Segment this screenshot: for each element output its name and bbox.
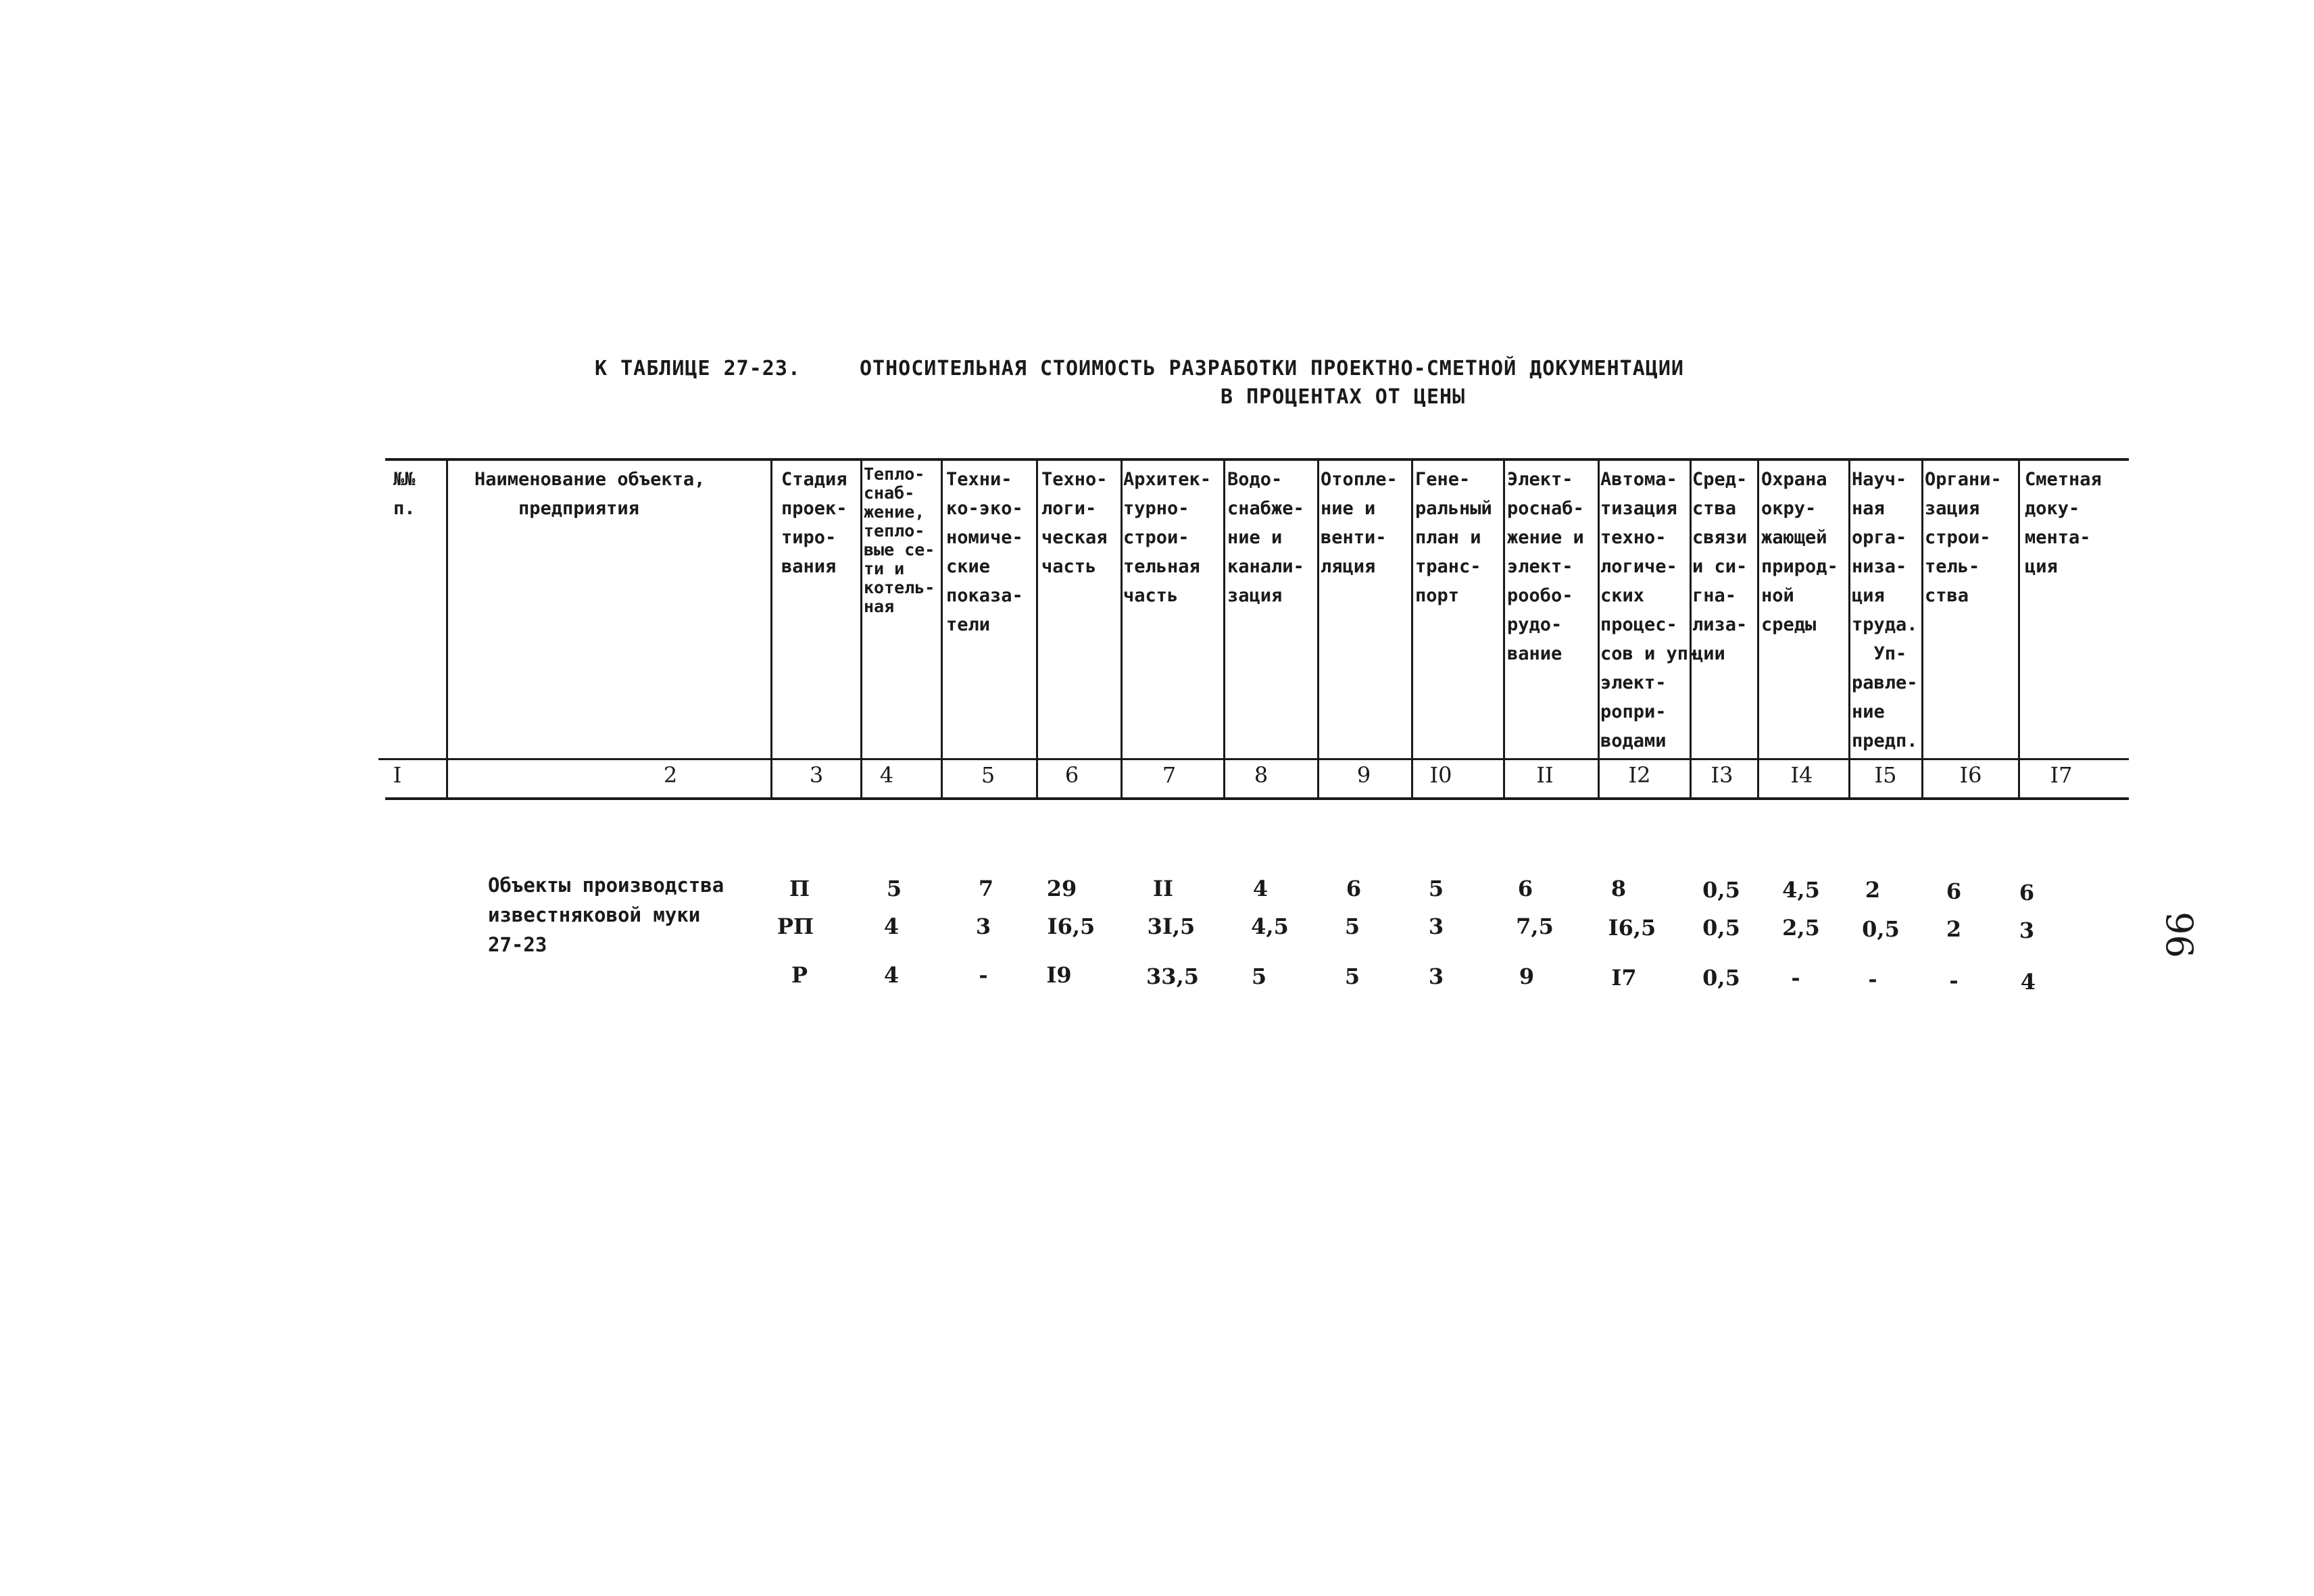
header-cell-design-stage: Стадия проек- тиро- вания xyxy=(781,469,847,577)
header-cell-tech-econ: Техни- ко-эко- номиче- ские показа- тели xyxy=(946,469,1023,635)
column-number: 3 xyxy=(809,762,824,788)
column-number: 9 xyxy=(1356,762,1371,788)
header-cell-estimates: Сметная доку- мента- ция xyxy=(2025,469,2102,577)
value-cell: I9 xyxy=(1046,962,1072,988)
value-cell: 6 xyxy=(2019,880,2035,905)
col-divider xyxy=(941,459,943,799)
column-number: I4 xyxy=(1790,762,1813,788)
column-number: I6 xyxy=(1959,762,1982,788)
value-cell: 2,5 xyxy=(1782,915,1820,941)
value-cell: 4 xyxy=(883,914,900,939)
value-cell: 5 xyxy=(1344,914,1360,939)
value-cell: 4,5 xyxy=(1251,914,1289,939)
value-cell: 0,5 xyxy=(1702,877,1740,903)
value-cell: 9 xyxy=(1519,964,1535,989)
value-cell: II xyxy=(1153,876,1173,901)
value-cell: 6 xyxy=(1946,878,1962,904)
value-cell: - xyxy=(979,962,988,988)
col-divider xyxy=(770,459,772,799)
value-cell: 8 xyxy=(1610,876,1627,901)
value-cell: 4,5 xyxy=(1782,877,1820,903)
column-number: I2 xyxy=(1628,762,1651,788)
table-top-rule xyxy=(385,458,2129,461)
column-number: I5 xyxy=(1874,762,1897,788)
column-number: 7 xyxy=(1162,762,1177,788)
stage-cell: П xyxy=(789,876,810,901)
header-cell-master-plan: Гене- ральный план и транс- порт xyxy=(1415,469,1492,606)
col-divider xyxy=(1121,459,1123,799)
value-cell: 33,5 xyxy=(1146,964,1199,989)
header-cell-labour-organization: Науч- ная орга- низа- ция труда. Уп- равле- ние предп. xyxy=(1852,469,1918,751)
value-cell: 4 xyxy=(2020,969,2036,995)
value-cell: 0,5 xyxy=(1702,915,1740,941)
col-divider xyxy=(1921,459,1923,799)
value-cell: 7,5 xyxy=(1516,914,1554,939)
col-divider xyxy=(1848,459,1850,799)
header-bottom-rule xyxy=(378,758,2129,760)
header-cell-number: №№ п. xyxy=(393,469,416,519)
value-cell: I6,5 xyxy=(1608,915,1656,941)
col-divider xyxy=(1317,459,1319,799)
column-number: I xyxy=(393,762,402,788)
column-number: 5 xyxy=(981,762,995,788)
value-cell: 3 xyxy=(1428,914,1444,939)
value-cell: 3 xyxy=(975,914,991,939)
col-divider xyxy=(1757,459,1759,799)
column-number: 6 xyxy=(1064,762,1079,788)
object-name-cell: Объекты производства известняковой муки 27-23 xyxy=(488,874,724,956)
table-reference: К ТАБЛИЦЕ 27-23. xyxy=(595,357,801,380)
value-cell: - xyxy=(1868,966,1877,992)
col-divider xyxy=(1036,459,1038,799)
stage-cell: Р xyxy=(791,962,808,988)
col-divider xyxy=(1411,459,1413,799)
column-number: I3 xyxy=(1710,762,1733,788)
header-cell-environment: Охрана окру- жающей природ- ной среды xyxy=(1761,469,1838,635)
value-cell: 0,5 xyxy=(1862,916,1900,942)
col-divider xyxy=(1598,459,1600,799)
value-cell: 2 xyxy=(1865,877,1881,903)
col-divider xyxy=(2018,459,2020,799)
document-title: ОТНОСИТЕЛЬНАЯ СТОИМОСТЬ РАЗРАБОТКИ ПРОЕКТНО-СМЕТНОЙ ДОКУМЕНТАЦИИ xyxy=(860,357,1684,380)
column-number: 2 xyxy=(663,762,678,788)
value-cell: - xyxy=(1791,965,1800,991)
header-cell-technology: Техно- логи- ческая часть xyxy=(1041,469,1108,577)
value-cell: 5 xyxy=(1251,964,1267,989)
column-number: I7 xyxy=(2050,762,2073,788)
header-cell-object-name: Наименование объекта, предприятия xyxy=(474,469,706,519)
numbers-bottom-rule xyxy=(385,797,2129,800)
value-cell: 3 xyxy=(2019,918,2035,943)
value-cell: 5 xyxy=(1428,876,1444,901)
value-cell: 4 xyxy=(883,962,900,988)
header-cell-automation: Автома- тизация техно- логиче- ских процес- сов и уп- элект- ропри- водами xyxy=(1600,469,1700,751)
value-cell: 3I,5 xyxy=(1147,914,1196,939)
header-cell-water-supply: Водо- снабже- ние и канали- зация xyxy=(1227,469,1304,606)
value-cell: 6 xyxy=(1517,876,1533,901)
col-divider xyxy=(1223,459,1225,799)
header-cell-power-supply: Элект- роснаб- жение и элект- рообо- рудо- вание xyxy=(1507,469,1584,664)
value-cell: I7 xyxy=(1611,965,1637,991)
value-cell: 5 xyxy=(1344,964,1360,989)
column-number: II xyxy=(1536,762,1554,788)
value-cell: 2 xyxy=(1946,916,1962,942)
column-number: 8 xyxy=(1254,762,1269,788)
header-cell-heating: Отопле- ние и венти- ляция xyxy=(1321,469,1398,577)
value-cell: I6,5 xyxy=(1047,914,1096,939)
value-cell: - xyxy=(1949,968,1959,993)
col-divider xyxy=(1503,459,1505,799)
value-cell: 6 xyxy=(1346,876,1362,901)
header-cell-architecture: Архитек- турно- строи- тельная часть xyxy=(1123,469,1212,606)
header-cell-communications: Сред- ства связи и си- гна- лиза- ции xyxy=(1692,469,1748,664)
header-cell-heat-supply: Тепло- снаб- жение, тепло- вые се- ти и котель- ная xyxy=(864,464,935,616)
header-cell-construction-org: Органи- зация строи- тель- ства xyxy=(1925,469,2002,606)
value-cell: 3 xyxy=(1428,964,1444,989)
stage-cell: РП xyxy=(777,914,814,939)
value-cell: 7 xyxy=(978,876,994,901)
col-divider xyxy=(446,459,448,799)
column-number: I0 xyxy=(1429,762,1452,788)
value-cell: 29 xyxy=(1046,876,1077,901)
document-subtitle: В ПРОЦЕНТАХ ОТ ЦЕНЫ xyxy=(1221,385,1466,409)
value-cell: 4 xyxy=(1252,876,1269,901)
value-cell: 5 xyxy=(886,876,902,901)
page-number: 96 xyxy=(2157,912,2200,958)
value-cell: 0,5 xyxy=(1702,965,1740,991)
column-number: 4 xyxy=(879,762,894,788)
col-divider xyxy=(860,459,862,799)
